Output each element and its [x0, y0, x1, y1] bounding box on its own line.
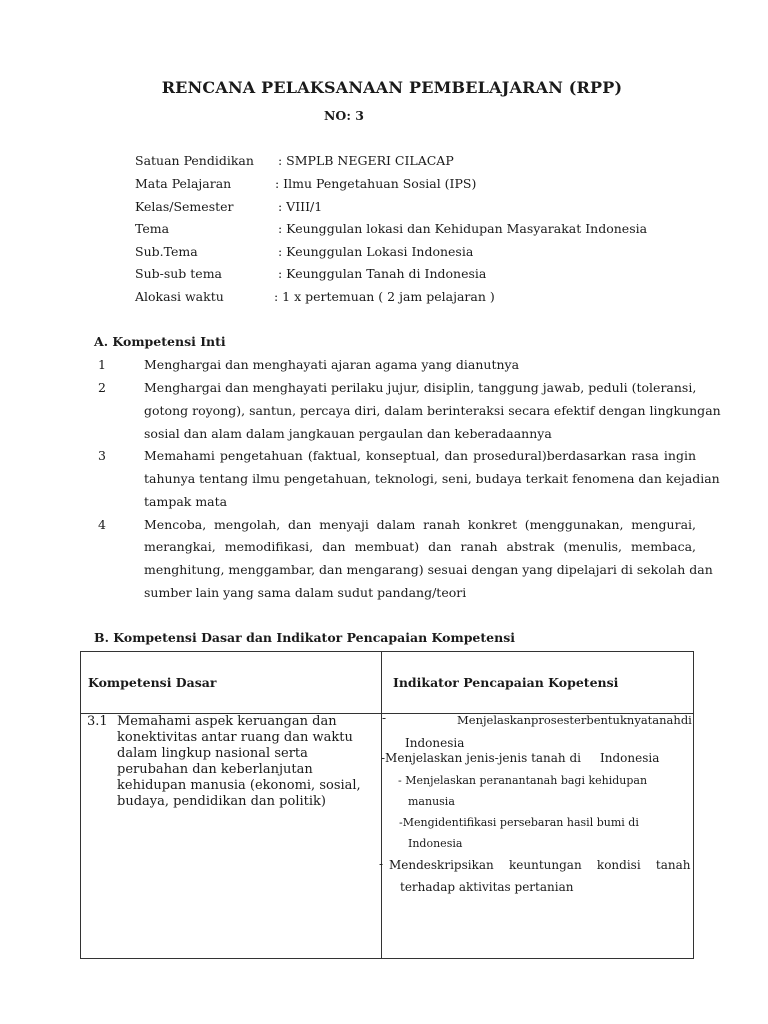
kd-line: konektivitas antar ruang dan waktu [117, 730, 353, 745]
kd-number: 3.1 [87, 714, 108, 729]
document-number: NO: 3 [324, 108, 364, 123]
ki-number: 1 [98, 357, 106, 372]
header-indikator: Indikator Pencapaian Kopetensi [393, 675, 619, 690]
indicator-text: -Menjelaskan jenis-jenis tanah di [381, 751, 581, 765]
identity-value: : Keunggulan Lokasi Indonesia [278, 244, 474, 259]
kd-line: perubahan dan keberlanjutan [117, 762, 313, 777]
indicator-text: -Mengidentifikasi persebaran hasil bumi di [399, 816, 639, 829]
indicator-bullet: - [382, 711, 387, 725]
section-a-heading: A. Kompetensi Inti [94, 334, 226, 349]
document-title: RENCANA PELAKSANAAN PEMBELAJARAN (RPP) [161, 78, 623, 97]
identity-label: Sub-sub tema [135, 266, 223, 281]
ki-number: 3 [98, 448, 106, 463]
identity-label: Mata Pelajaran [135, 176, 232, 191]
indicator-text: Menjelaskanprosesterbentuknyatanahdi [457, 713, 692, 727]
kd-line: budaya, pendidikan dan politik) [117, 794, 326, 809]
indicator-text: manusia [408, 795, 455, 808]
indicator-text: - Menjelaskan peranantanah bagi kehidupan [398, 774, 648, 787]
ki-line: menghitung, menggambar, dan mengarang) sesuai dengan yang dipelajari di sekolah dan [144, 562, 713, 577]
kd-line: Memahami aspek keruangan dan [117, 714, 337, 729]
identity-value: : VIII/1 [278, 199, 323, 214]
identity-label: Satuan Pendidikan [135, 153, 254, 168]
ki-line: Mencoba, mengolah, dan menyaji dalam ranah konkret (menggunakan, mengurai, [144, 517, 696, 532]
identity-value: : Keunggulan Tanah di Indonesia [278, 266, 487, 281]
ki-number: 4 [98, 517, 106, 532]
indicator-text: Indonesia [600, 751, 660, 765]
indicator-bullet: - [379, 857, 384, 871]
ki-line: gotong royong), santun, percaya diri, dalam berinteraksi secara efektif dengan lingkungan [144, 403, 721, 418]
indicator-text: Indonesia [408, 837, 463, 850]
section-b-heading: B. Kompetensi Dasar dan Indikator Pencapaian Kompetensi [94, 630, 515, 645]
kd-line: kehidupan manusia (ekonomi, sosial, [117, 778, 361, 793]
identity-label: Sub.Tema [135, 244, 198, 259]
ki-line: tampak mata [144, 494, 228, 509]
indicator-text: terhadap aktivitas pertanian [400, 880, 574, 894]
kd-line: dalam lingkup nasional serta [117, 746, 308, 761]
identity-value: : 1 x pertemuan ( 2 jam pelajaran ) [274, 289, 495, 304]
ki-line: Menghargai dan menghayati ajaran agama yang dianutnya [144, 357, 520, 372]
indicator-text: Indonesia [405, 736, 465, 750]
ki-line: Memahami pengetahuan (faktual, konseptual, dan prosedural)berdasarkan rasa ingin [144, 448, 696, 463]
identity-label: Alokasi waktu [135, 289, 224, 304]
identity-value: : Ilmu Pengetahuan Sosial (IPS) [275, 176, 477, 191]
identity-value: : SMPLB NEGERI CILACAP [278, 153, 454, 168]
identity-label: Kelas/Semester [135, 199, 234, 214]
ki-line: Menghargai dan menghayati perilaku jujur, disiplin, tanggung jawab, peduli (toleransi, [144, 380, 697, 395]
identity-value: : Keunggulan lokasi dan Kehidupan Masyarakat Indonesia [278, 221, 648, 236]
identity-label: Tema [135, 221, 170, 236]
ki-line: merangkai, memodifikasi, dan membuat) dan ranah abstrak (menulis, membaca, [144, 539, 696, 554]
ki-number: 2 [98, 380, 106, 395]
ki-line: tahunya tentang ilmu pengetahuan, teknologi, seni, budaya terkait fenomena dan kejadian [144, 471, 720, 486]
ki-line: sumber lain yang sama dalam sudut pandang/teori [144, 585, 467, 600]
ki-line: sosial dan alam dalam jangkauan pergaulan dan keberadaannya [144, 426, 552, 441]
indicator-text: Mendeskripsikan keuntungan kondisi tanah [389, 858, 691, 872]
header-kompetensi-dasar: Kompetensi Dasar [88, 675, 217, 690]
